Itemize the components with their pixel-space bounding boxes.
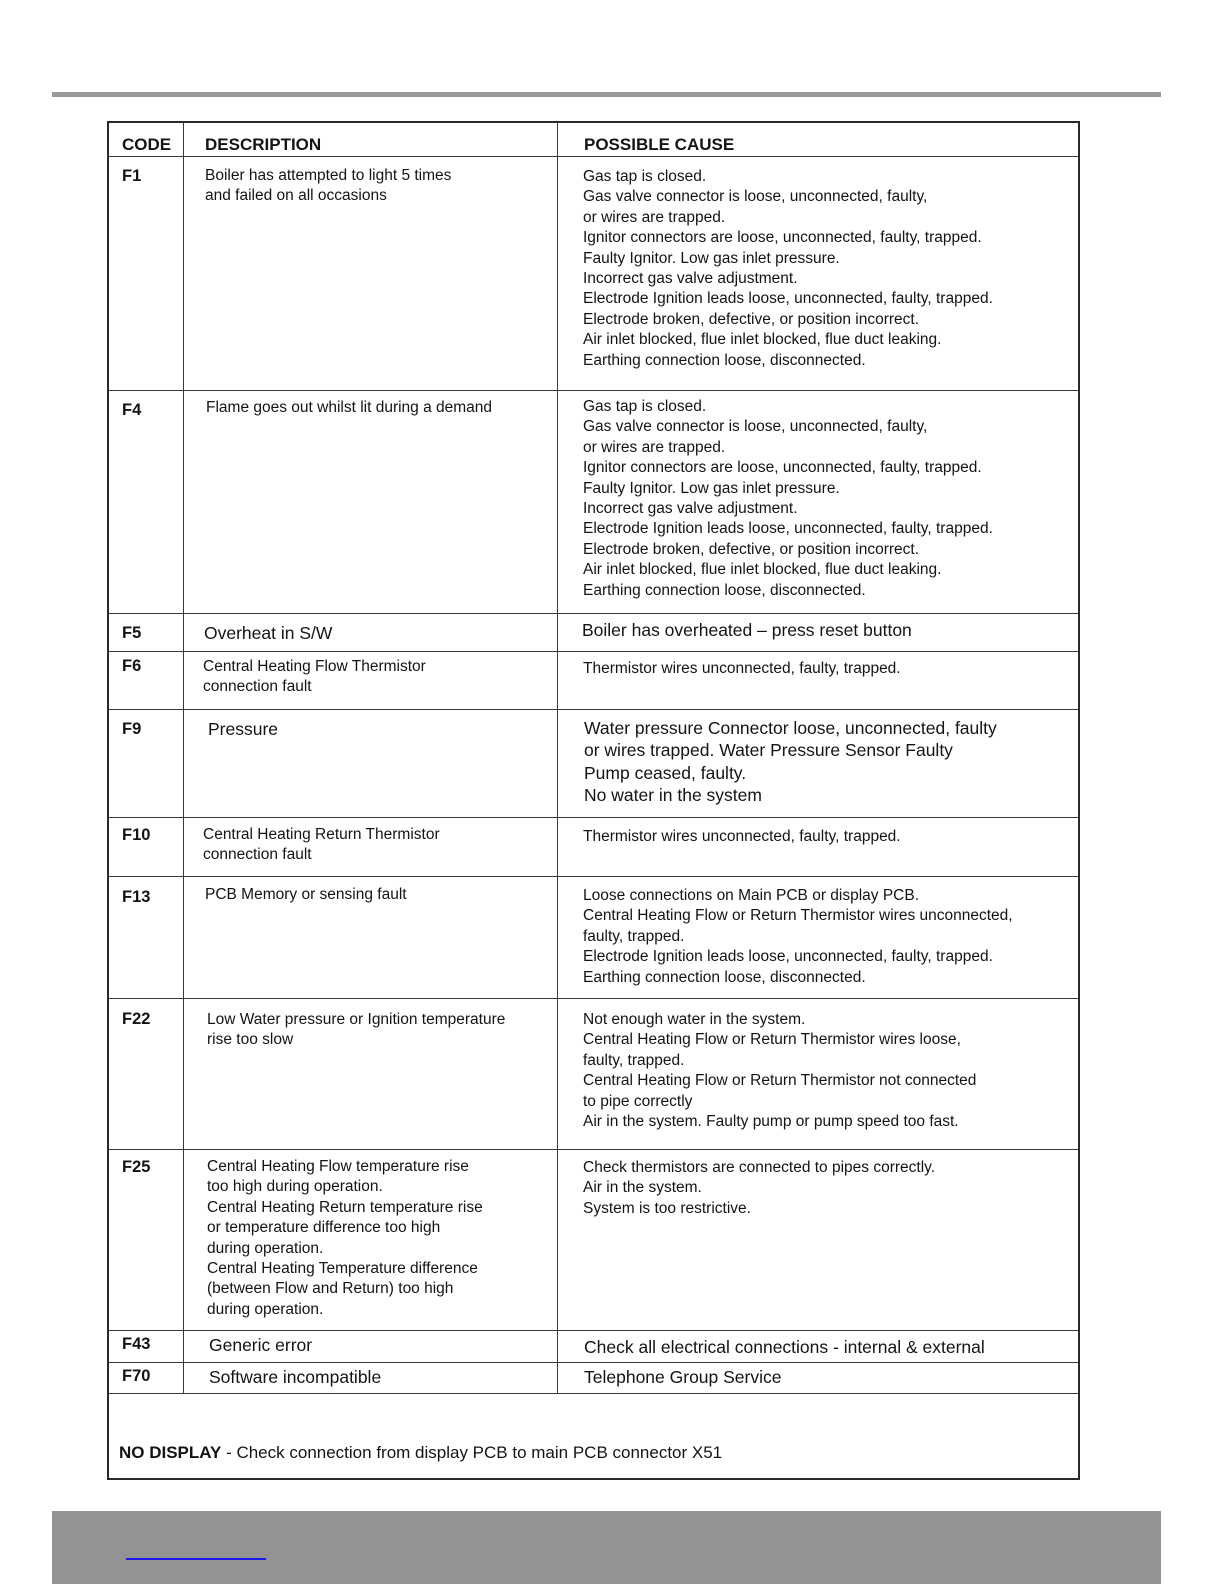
fault-description bbox=[207, 1157, 483, 1320]
description-line: Low Water pressure or Ignition temperature bbox=[207, 1011, 506, 1028]
cause-line: Thermistor wires unconnected, faulty, trapped. bbox=[583, 828, 901, 845]
cause-line: Earthing connection loose, disconnected. bbox=[583, 351, 866, 369]
cause-line: Pump ceased, faulty. bbox=[584, 762, 747, 783]
possible-cause bbox=[583, 167, 993, 371]
description-line: connection fault bbox=[203, 678, 312, 696]
cause-line: faulty, trapped. bbox=[583, 927, 685, 945]
description-line: Boiler has attempted to light 5 times bbox=[205, 167, 452, 184]
cause-line: or wires are trapped. bbox=[583, 208, 726, 226]
cause-line: Central Heating Flow or Return Thermistor not connected bbox=[583, 1072, 977, 1090]
cause-line: or wires trapped. Water Pressure Sensor Faulty bbox=[584, 740, 953, 761]
row-divider bbox=[109, 709, 1078, 710]
description-line: or temperature difference too high bbox=[207, 1219, 441, 1237]
column-divider bbox=[557, 123, 558, 1394]
fault-code: F22 bbox=[122, 1010, 151, 1028]
description-line: Central Heating Flow temperature rise bbox=[207, 1158, 469, 1175]
fault-code: F70 bbox=[122, 1367, 151, 1385]
possible-cause bbox=[582, 619, 912, 641]
cause-line: Air inlet blocked, flue inlet blocked, flue duct leaking. bbox=[583, 331, 942, 349]
cause-line: Electrode Ignition leads loose, unconnected, faulty, trapped. bbox=[583, 948, 993, 966]
possible-cause bbox=[583, 1010, 976, 1132]
fault-code: F25 bbox=[122, 1158, 151, 1176]
description-line: Central Heating Flow Thermistor bbox=[203, 658, 426, 675]
cause-line: Faulty Ignitor. Low gas inlet pressure. bbox=[583, 479, 840, 497]
cause-line: Incorrect gas valve adjustment. bbox=[583, 270, 798, 288]
description-line: too high during operation. bbox=[207, 1178, 383, 1196]
fault-code: F4 bbox=[122, 401, 142, 419]
possible-cause bbox=[583, 827, 901, 847]
fault-description bbox=[203, 825, 440, 866]
cause-line: System is too restrictive. bbox=[583, 1199, 751, 1217]
fault-description bbox=[203, 657, 426, 698]
cause-line: Telephone Group Service bbox=[584, 1367, 782, 1387]
fault-description bbox=[209, 1366, 381, 1388]
description-line: Overheat in S/W bbox=[204, 623, 333, 643]
row-divider bbox=[109, 1393, 1078, 1394]
possible-cause bbox=[583, 886, 1013, 988]
fault-description bbox=[205, 885, 407, 905]
possible-cause bbox=[583, 397, 993, 601]
header-possible-cause: POSSIBLE CAUSE bbox=[584, 135, 735, 154]
possible-cause bbox=[583, 1158, 935, 1219]
cause-line: Electrode broken, defective, or position incorrect. bbox=[583, 310, 920, 328]
row-divider bbox=[109, 1330, 1078, 1331]
description-line: PCB Memory or sensing fault bbox=[205, 886, 407, 903]
cause-line: No water in the system bbox=[584, 785, 762, 806]
fault-code: F6 bbox=[122, 657, 142, 675]
fault-code-table bbox=[107, 121, 1080, 1480]
row-divider bbox=[109, 1149, 1078, 1150]
description-line: Pressure bbox=[208, 719, 279, 739]
fault-description bbox=[207, 1010, 505, 1051]
fault-code: F1 bbox=[122, 167, 142, 185]
cause-line: Incorrect gas valve adjustment. bbox=[583, 500, 798, 518]
cause-line: Central Heating Flow or Return Thermistor wires loose, bbox=[583, 1031, 961, 1049]
row-divider bbox=[109, 876, 1078, 877]
fault-description bbox=[205, 166, 451, 207]
possible-cause bbox=[584, 1336, 985, 1358]
description-line: (between Flow and Return) too high bbox=[207, 1280, 454, 1298]
cause-line: Ignitor connectors are loose, unconnected, faulty, trapped. bbox=[583, 459, 982, 477]
header-rule bbox=[52, 92, 1161, 97]
cause-line: Gas valve connector is loose, unconnected, faulty, bbox=[583, 188, 928, 206]
cause-line: Air in the system. Faulty pump or pump speed too fast. bbox=[583, 1113, 959, 1131]
fault-code: F9 bbox=[122, 720, 142, 738]
fault-code: F10 bbox=[122, 826, 151, 844]
no-display-note bbox=[119, 1443, 722, 1463]
row-divider bbox=[109, 613, 1078, 614]
cause-line: Earthing connection loose, disconnected. bbox=[583, 968, 866, 986]
column-divider bbox=[183, 123, 184, 1394]
cause-line: Earthing connection loose, disconnected. bbox=[583, 581, 866, 599]
row-divider bbox=[109, 1362, 1078, 1363]
cause-line: Water pressure Connector loose, unconnected, faulty bbox=[584, 718, 997, 738]
cause-line: Gas tap is closed. bbox=[583, 398, 707, 415]
cause-line: to pipe correctly bbox=[583, 1092, 693, 1110]
fault-description bbox=[208, 718, 278, 740]
description-line: rise too slow bbox=[207, 1031, 294, 1049]
description-line: during operation. bbox=[207, 1239, 324, 1257]
description-line: Central Heating Temperature difference bbox=[207, 1260, 478, 1278]
fault-description bbox=[204, 622, 332, 644]
cause-line: faulty, trapped. bbox=[583, 1051, 685, 1069]
description-line: and failed on all occasions bbox=[205, 187, 387, 205]
cause-line: Gas valve connector is loose, unconnected, faulty, bbox=[583, 418, 928, 436]
no-display-text: Check connection from display PCB to main PCB connector X51 bbox=[236, 1443, 723, 1462]
fault-code: F43 bbox=[122, 1335, 151, 1353]
cause-line: Air inlet blocked, flue inlet blocked, flue duct leaking. bbox=[583, 561, 942, 579]
description-line: Central Heating Return temperature rise bbox=[207, 1198, 483, 1216]
header-code: CODE bbox=[122, 135, 172, 154]
no-display-label: NO DISPLAY bbox=[119, 1443, 222, 1462]
cause-line: Loose connections on Main PCB or display PCB. bbox=[583, 887, 920, 904]
possible-cause bbox=[583, 659, 901, 679]
cause-line: Thermistor wires unconnected, faulty, trapped. bbox=[583, 660, 901, 677]
description-line: during operation. bbox=[207, 1300, 324, 1318]
cause-line: or wires are trapped. bbox=[583, 438, 726, 456]
fault-description bbox=[206, 398, 492, 418]
cause-line: Not enough water in the system. bbox=[583, 1011, 806, 1028]
cause-line: Ignitor connectors are loose, unconnected, faulty, trapped. bbox=[583, 229, 982, 247]
fault-code: F5 bbox=[122, 624, 142, 642]
cause-line: Electrode Ignition leads loose, unconnected, faulty, trapped. bbox=[583, 290, 993, 308]
cause-line: Gas tap is closed. bbox=[583, 168, 707, 185]
row-divider bbox=[109, 156, 1078, 157]
description-line: Generic error bbox=[209, 1335, 313, 1355]
cause-line: Boiler has overheated – press reset button bbox=[582, 620, 912, 640]
cause-line: Check thermistors are connected to pipes correctly. bbox=[583, 1159, 936, 1176]
possible-cause bbox=[584, 1366, 781, 1388]
no-display-separator: - bbox=[221, 1443, 237, 1462]
cause-line: Electrode Ignition leads loose, unconnected, faulty, trapped. bbox=[583, 520, 993, 538]
row-divider bbox=[109, 390, 1078, 391]
footer-bar bbox=[52, 1511, 1161, 1584]
fault-description bbox=[209, 1334, 312, 1356]
description-line: Central Heating Return Thermistor bbox=[203, 826, 440, 843]
header-description: DESCRIPTION bbox=[205, 135, 322, 154]
row-divider bbox=[109, 817, 1078, 818]
possible-cause bbox=[584, 717, 997, 807]
description-line: connection fault bbox=[203, 846, 312, 864]
cause-line: Electrode broken, defective, or position incorrect. bbox=[583, 540, 920, 558]
description-line: Flame goes out whilst lit during a demand bbox=[206, 399, 493, 416]
cause-line: Check all electrical connections - internal & external bbox=[584, 1337, 985, 1357]
description-line: Software incompatible bbox=[209, 1367, 382, 1387]
cause-line: Central Heating Flow or Return Thermistor wires unconnected, bbox=[583, 907, 1013, 925]
footer-link-underline bbox=[126, 1558, 266, 1560]
cause-line: Faulty Ignitor. Low gas inlet pressure. bbox=[583, 249, 840, 267]
row-divider bbox=[109, 651, 1078, 652]
fault-code: F13 bbox=[122, 888, 151, 906]
row-divider bbox=[109, 998, 1078, 999]
cause-line: Air in the system. bbox=[583, 1179, 702, 1197]
